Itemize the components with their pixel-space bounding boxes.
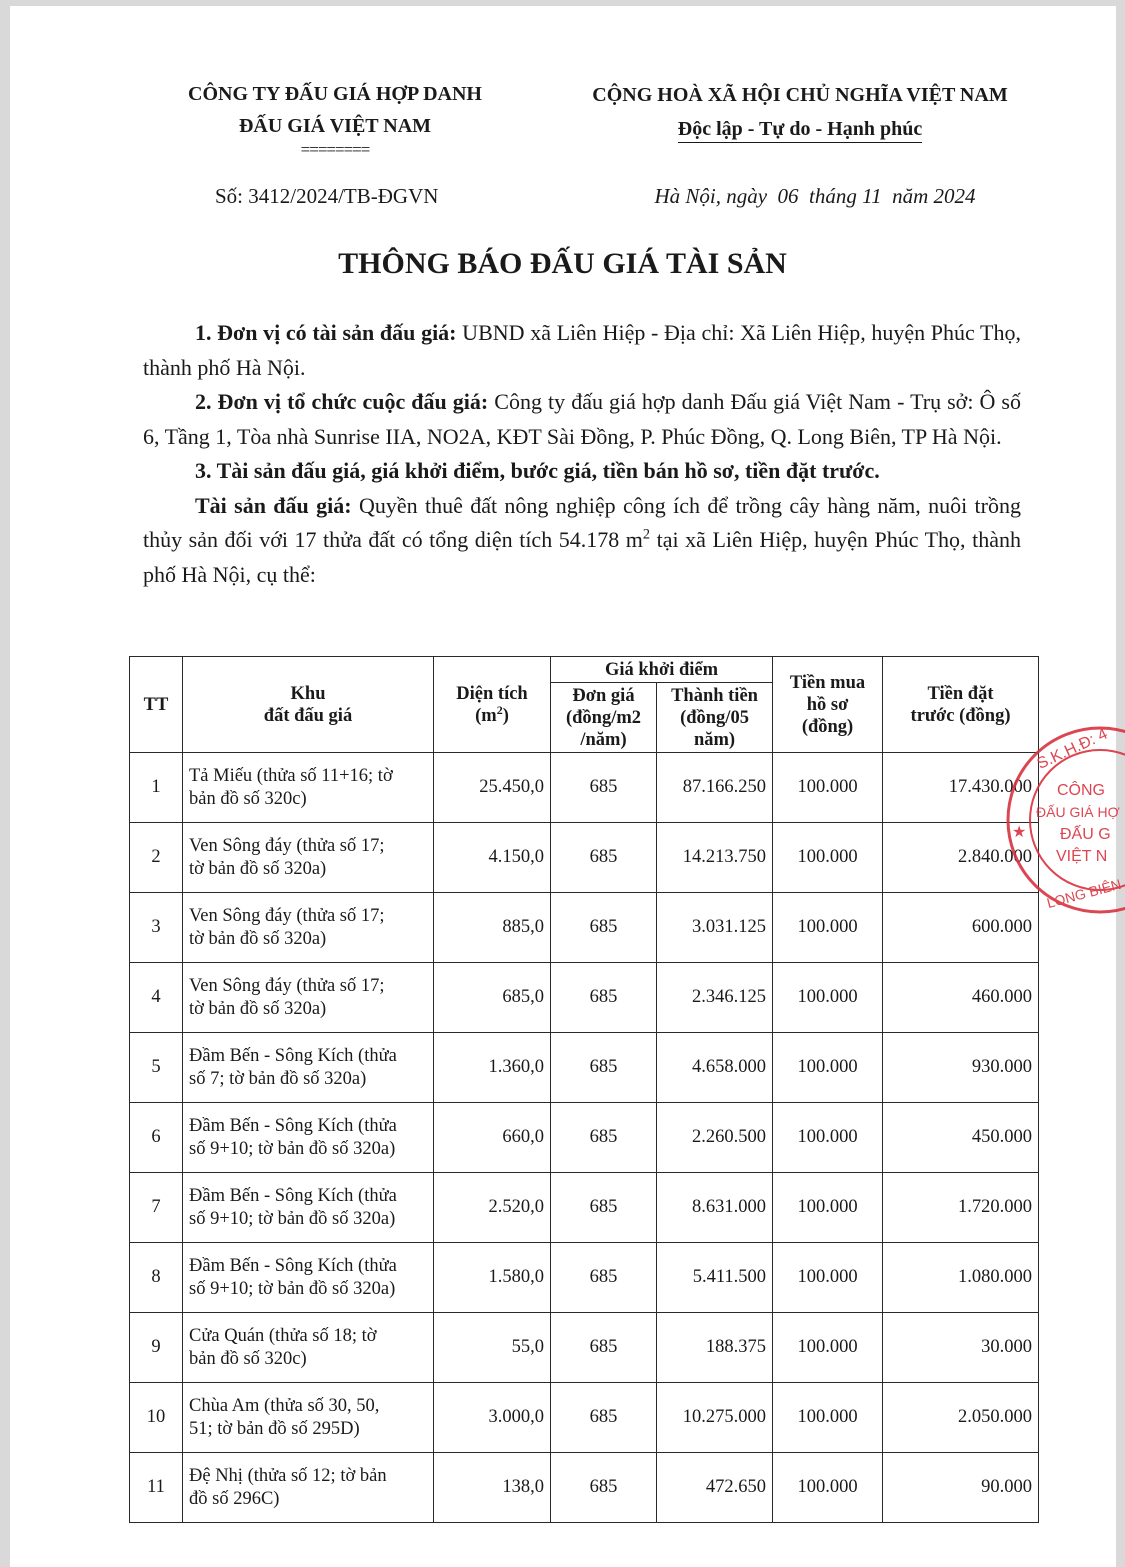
row-khu-line1: Đầm Bến - Sông Kích (thửa (189, 1255, 397, 1276)
header-thanh-tien-line3: năm) (693, 729, 736, 750)
row-tt: 3 (130, 893, 183, 963)
country-name: CỘNG HOÀ XÃ HỘI CHỦ NGHĨA VIỆT NAM (592, 84, 1008, 106)
row-khu-line1: Chùa Am (thửa số 30, 50, (189, 1395, 380, 1416)
row-ho-so: 100.000 (773, 963, 883, 1033)
row-tt: 7 (130, 1173, 183, 1243)
row-khu (183, 1383, 434, 1453)
notice-body (143, 316, 1021, 592)
header-dien-tich-sup: 2 (496, 702, 503, 717)
header-separator: ======== (300, 140, 370, 159)
row-ho-so: 100.000 (773, 1243, 883, 1313)
header-dat-truoc-line1: Tiền đặt (927, 683, 994, 704)
row-khu-line1: Đệ Nhị (thửa số 12; tờ bản (189, 1465, 387, 1486)
row-thanh-tien: 14.213.750 (657, 823, 773, 893)
row-ho-so: 100.000 (773, 1453, 883, 1523)
seal-star-icon: ★ (1012, 822, 1027, 841)
row-khu (183, 893, 434, 963)
row-dien-tich: 138,0 (434, 1453, 551, 1523)
row-don-gia: 685 (551, 1033, 657, 1103)
row-dat-truoc: 30.000 (883, 1313, 1039, 1383)
table-row (130, 893, 1039, 963)
row-khu-line1: Cửa Quán (thửa số 18; tờ (189, 1325, 377, 1346)
row-khu-line2: bản đồ số 320c) (189, 1348, 307, 1369)
row-khu-line2: số 9+10; tờ bản đồ số 320a) (189, 1138, 396, 1159)
row-don-gia: 685 (551, 823, 657, 893)
row-tt: 8 (130, 1243, 183, 1313)
row-dien-tich: 685,0 (434, 963, 551, 1033)
row-dat-truoc: 90.000 (883, 1453, 1039, 1523)
row-dat-truoc: 2.840.000 (883, 823, 1039, 893)
header-dien-tich (434, 657, 551, 753)
row-dien-tich: 1.580,0 (434, 1243, 551, 1313)
row-khu-line1: Ven Sông đáy (thửa số 17; (189, 835, 385, 856)
section-3-heading: 3. Tài sản đấu giá, giá khởi điểm, bước giá, tiền bán hồ sơ, tiền đặt trước. (195, 458, 880, 483)
header-tien-ho-so (773, 657, 883, 753)
row-tt: 11 (130, 1453, 183, 1523)
national-motto: Độc lập - Tự do - Hạnh phúc (678, 116, 922, 143)
row-khu-line2: bản đồ số 320c) (189, 788, 307, 809)
row-khu-line2: số 9+10; tờ bản đồ số 320a) (189, 1278, 396, 1299)
document-number: Số: 3412/2024/TB-ĐGVN (215, 184, 439, 208)
row-khu-line2: tờ bản đồ số 320a) (189, 928, 327, 949)
section-2-text: Công ty đấu giá hợp danh Đấu giá Việt Nam - Trụ sở: Ô số 6, Tầng 1, Tòa nhà Sunrise IIA, NO2A, KĐT Sài Đồng, P. Phúc Đồng, Q. Long Biên, TP Hà Nội. (143, 389, 1021, 449)
row-khu (183, 823, 434, 893)
row-ho-so: 100.000 (773, 1383, 883, 1453)
row-thanh-tien: 8.631.000 (657, 1173, 773, 1243)
header-dien-tich-unit-b: ) (502, 705, 509, 726)
table-row (130, 753, 1039, 823)
table-row (130, 963, 1039, 1033)
table-row (130, 1103, 1039, 1173)
row-khu-line2: đồ số 296C) (189, 1488, 280, 1509)
row-khu-line1: Đầm Bến - Sông Kích (thửa (189, 1115, 397, 1136)
row-thanh-tien: 4.658.000 (657, 1033, 773, 1103)
row-khu (183, 1173, 434, 1243)
section-1-text: UBND xã Liên Hiệp - Địa chỉ: Xã Liên Hiệp, huyện Phúc Thọ, thành phố Hà Nội. (143, 320, 1021, 380)
row-dat-truoc: 600.000 (883, 893, 1039, 963)
row-khu-line2: tờ bản đồ số 320a) (189, 998, 327, 1019)
row-ho-so: 100.000 (773, 1103, 883, 1173)
row-ho-so: 100.000 (773, 753, 883, 823)
row-tt: 2 (130, 823, 183, 893)
row-thanh-tien: 87.166.250 (657, 753, 773, 823)
row-dat-truoc: 1.080.000 (883, 1243, 1039, 1313)
row-ho-so: 100.000 (773, 893, 883, 963)
row-dat-truoc: 930.000 (883, 1033, 1039, 1103)
row-thanh-tien: 188.375 (657, 1313, 773, 1383)
header-khu-line2: đất đấu giá (263, 705, 353, 726)
row-khu-line1: Đầm Bến - Sông Kích (thửa (189, 1045, 397, 1066)
header-don-gia-line3: /năm) (580, 729, 627, 750)
company-seal (1000, 725, 1125, 925)
header-khu-line1: Khu (290, 683, 326, 704)
auction-assets-table (129, 656, 1039, 1523)
header-thanh-tien (657, 683, 773, 753)
asset-unit-sup: 2 (642, 526, 651, 543)
row-dat-truoc: 460.000 (883, 963, 1039, 1033)
header-ho-so-line2: hồ sơ (806, 694, 849, 715)
row-khu (183, 1103, 434, 1173)
seal-ring-text: S.K.H.Đ: 4 (1034, 725, 1111, 773)
seal-line-2: ĐẤU GIÁ HỢ (1036, 804, 1120, 820)
row-tt: 10 (130, 1383, 183, 1453)
section-1 (143, 316, 1021, 385)
header-thanh-tien-line1: Thành tiền (671, 685, 758, 706)
header-dien-tich-unit-a: (m (475, 705, 497, 726)
table-row (130, 1313, 1039, 1383)
asset-label: Tài sản đấu giá: (195, 492, 352, 518)
header-don-gia-line1: Đơn giá (572, 685, 635, 706)
document-date: Hà Nội, ngày 06 tháng 11 năm 2024 (654, 184, 976, 208)
table-row (130, 1173, 1039, 1243)
header-dat-truoc-line2: trước (đồng) (910, 705, 1011, 726)
section-3 (143, 454, 1021, 489)
row-khu-line1: Tả Miếu (thửa số 11+16; tờ (189, 765, 393, 786)
header-tt: TT (130, 657, 183, 753)
seal-line-1: CÔNG (1057, 782, 1105, 799)
asset-text-a: Quyền thuê đất nông nghiệp công ích để trồng cây hàng năm, nuôi trồng thủy sản đối với 17 thửa đất có tổng diện tích 54.178 m (143, 492, 1021, 552)
row-don-gia: 685 (551, 1383, 657, 1453)
row-khu (183, 1243, 434, 1313)
row-dien-tich: 885,0 (434, 893, 551, 963)
document-title: THÔNG BÁO ĐẤU GIÁ TÀI SẢN (338, 247, 787, 280)
row-dien-tich: 660,0 (434, 1103, 551, 1173)
header-don-gia (551, 683, 657, 753)
section-1-label: 1. Đơn vị có tài sản đấu giá: (195, 320, 457, 345)
seal-bottom-text: LONG BIÊN (1045, 875, 1123, 912)
header-khu (183, 657, 434, 753)
row-tt: 6 (130, 1103, 183, 1173)
table-body (130, 753, 1039, 1523)
company-name-line2: ĐẤU GIÁ VIỆT NAM (238, 115, 432, 137)
header-thanh-tien-line2: (đồng/05 (680, 707, 749, 728)
row-thanh-tien: 3.031.125 (657, 893, 773, 963)
row-don-gia: 685 (551, 1313, 657, 1383)
row-khu-line2: 51; tờ bản đồ số 295D) (189, 1418, 360, 1439)
row-don-gia: 685 (551, 1103, 657, 1173)
table-row (130, 1453, 1039, 1523)
row-thanh-tien: 5.411.500 (657, 1243, 773, 1313)
row-dien-tich: 25.450,0 (434, 753, 551, 823)
row-dien-tich: 55,0 (434, 1313, 551, 1383)
seal-line-3: ĐẤU G (1060, 826, 1111, 843)
row-dat-truoc: 17.430.000 (883, 753, 1039, 823)
table-row (130, 1033, 1039, 1103)
header-ho-so-line1: Tiền mua (789, 672, 866, 693)
row-thanh-tien: 472.650 (657, 1453, 773, 1523)
section-2-label: 2. Đơn vị tổ chức cuộc đấu giá: (195, 389, 489, 414)
company-name-line1: CÔNG TY ĐẤU GIÁ HỢP DANH (188, 83, 482, 105)
row-tt: 1 (130, 753, 183, 823)
row-dien-tich: 3.000,0 (434, 1383, 551, 1453)
company-header (150, 78, 520, 142)
header-gia-khoi-diem: Giá khởi điểm (551, 657, 773, 683)
row-dat-truoc: 1.720.000 (883, 1173, 1039, 1243)
row-khu-line2: tờ bản đồ số 320a) (189, 858, 327, 879)
seal-line-4: VIỆT N (1056, 848, 1108, 865)
row-tt: 5 (130, 1033, 183, 1103)
row-ho-so: 100.000 (773, 1033, 883, 1103)
row-thanh-tien: 2.260.500 (657, 1103, 773, 1173)
table-row (130, 1243, 1039, 1313)
row-don-gia: 685 (551, 1453, 657, 1523)
row-khu (183, 963, 434, 1033)
row-khu-line2: số 9+10; tờ bản đồ số 320a) (189, 1208, 396, 1229)
row-don-gia: 685 (551, 1173, 657, 1243)
row-ho-so: 100.000 (773, 1313, 883, 1383)
row-ho-so: 100.000 (773, 1173, 883, 1243)
row-tt: 9 (130, 1313, 183, 1383)
row-don-gia: 685 (551, 1243, 657, 1313)
row-khu (183, 753, 434, 823)
row-khu-line1: Ven Sông đáy (thửa số 17; (189, 975, 385, 996)
row-khu-line2: số 7; tờ bản đồ số 320a) (189, 1068, 367, 1089)
row-don-gia: 685 (551, 963, 657, 1033)
table-row (130, 823, 1039, 893)
row-dat-truoc: 2.050.000 (883, 1383, 1039, 1453)
row-dien-tich: 4.150,0 (434, 823, 551, 893)
row-khu-line1: Đầm Bến - Sông Kích (thửa (189, 1185, 397, 1206)
row-dat-truoc: 450.000 (883, 1103, 1039, 1173)
row-khu (183, 1453, 434, 1523)
row-dien-tich: 1.360,0 (434, 1033, 551, 1103)
table-row (130, 1383, 1039, 1453)
row-khu (183, 1313, 434, 1383)
row-dien-tich: 2.520,0 (434, 1173, 551, 1243)
row-thanh-tien: 2.346.125 (657, 963, 773, 1033)
asset-description (143, 489, 1021, 593)
row-ho-so: 100.000 (773, 823, 883, 893)
row-thanh-tien: 10.275.000 (657, 1383, 773, 1453)
asset-text-b: tại xã Liên Hiệp, huyện Phúc Thọ, thành phố Hà Nội, cụ thể: (143, 527, 1021, 587)
row-khu (183, 1033, 434, 1103)
national-header (545, 78, 1055, 146)
row-don-gia: 685 (551, 753, 657, 823)
section-2 (143, 385, 1021, 454)
header-ho-so-line3: (đồng) (801, 716, 854, 737)
header-don-gia-line2: (đồng/m2 (565, 707, 642, 728)
row-don-gia: 685 (551, 893, 657, 963)
row-khu-line1: Ven Sông đáy (thửa số 17; (189, 905, 385, 926)
row-tt: 4 (130, 963, 183, 1033)
header-dien-tich-line1: Diện tích (456, 683, 528, 704)
